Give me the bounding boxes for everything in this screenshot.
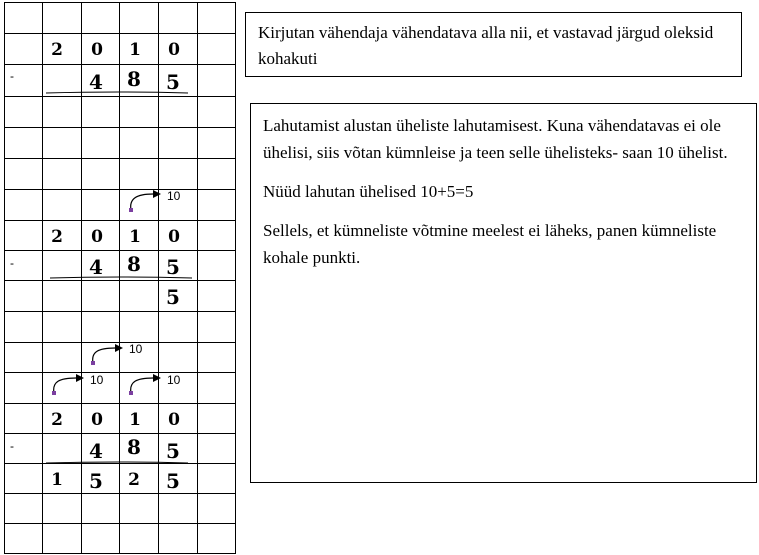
instruction-box-1 <box>245 12 742 77</box>
step3-underline <box>46 462 188 463</box>
step2-subtrahend-digit: 4 <box>89 255 103 279</box>
instruction-box-2 <box>250 103 757 483</box>
step1-minus-sign: - <box>10 69 14 83</box>
step3-minuend-digit: 2 <box>51 410 63 430</box>
instruction-text: Sellels, et kümneliste võtmine meelest ei läheks, panen kümneliste kohale punkti. <box>263 221 717 267</box>
step3-borrow-label: 10 <box>129 342 143 356</box>
step1-minuend-digit: 0 <box>91 40 103 60</box>
borrow-arrow <box>93 348 115 363</box>
step2-problem <box>10 189 192 309</box>
arrowhead <box>153 374 161 382</box>
step3-result-digit: 5 <box>166 469 180 493</box>
arrowhead <box>153 190 161 198</box>
step2-borrow-label: 10 <box>167 189 181 203</box>
step3-subtrahend-digit: 5 <box>166 439 180 463</box>
borrow-dot <box>91 361 95 365</box>
step2-result-digit: 5 <box>166 285 180 309</box>
step3-subtrahend-digit: 4 <box>89 439 103 463</box>
borrow-arrow <box>131 378 153 393</box>
step1-minuend-digit: 0 <box>168 40 180 60</box>
step2-minuend-digit: 0 <box>91 227 103 247</box>
step2-subtrahend-digit: 8 <box>127 252 141 276</box>
instruction-text: Nüüd lahutan ühelised 10+5=5 <box>263 182 474 201</box>
step1-subtrahend-digit: 5 <box>166 70 180 94</box>
borrow-dot <box>129 208 133 212</box>
step1-subtrahend-digit: 4 <box>89 70 103 94</box>
step2-underline <box>50 277 192 278</box>
step3-result-digit: 2 <box>128 470 140 490</box>
instruction-text: Kirjutan vähendaja vähendatava alla nii, et vastavad järgud oleksid kohakuti <box>258 23 714 68</box>
step3-minuend-digit: 0 <box>91 410 103 430</box>
step3-borrow-label: 10 <box>90 373 104 387</box>
borrow-dot <box>129 391 133 395</box>
step2-subtrahend-digit: 5 <box>166 255 180 279</box>
step3-subtrahend-digit: 8 <box>127 435 141 459</box>
worked-subtraction-grid <box>0 0 240 555</box>
borrow-arrow <box>131 194 153 210</box>
grid-lines <box>4 2 236 554</box>
step1-minuend-digit: 1 <box>129 40 141 60</box>
step3-minus-sign: - <box>10 439 14 453</box>
step2-minuend-digit: 0 <box>168 227 180 247</box>
step3-problem <box>10 342 188 493</box>
step1-underline <box>46 92 188 93</box>
step2-minuend-digit: 2 <box>51 227 63 247</box>
step3-minuend-digit: 0 <box>168 410 180 430</box>
instruction-text: Lahutamist alustan üheliste lahutamisest. Kuna vähendatavas ei ole ühelisi, siis võtan kümnleise ja teen selle ühelisteks- saan 10 ühelist. <box>263 116 728 162</box>
step3-minuend-digit: 1 <box>129 410 141 430</box>
step1-problem <box>10 40 188 94</box>
step1-minuend-digit: 2 <box>51 40 63 60</box>
step2-minus-sign: - <box>10 256 14 270</box>
step3-result-digit: 5 <box>89 469 103 493</box>
arrowhead <box>76 374 84 382</box>
step3-borrow-label: 10 <box>167 373 181 387</box>
step3-result-digit: 1 <box>51 470 63 490</box>
step1-subtrahend-digit: 8 <box>127 67 141 91</box>
borrow-arrow <box>54 378 76 393</box>
step2-minuend-digit: 1 <box>129 227 141 247</box>
borrow-dot <box>52 391 56 395</box>
